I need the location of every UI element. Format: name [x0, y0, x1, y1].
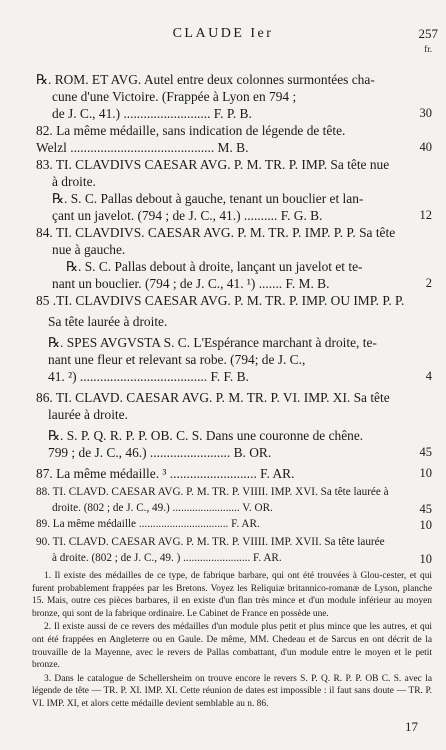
- entry-line: [0, 335, 446, 353]
- entry-line: [0, 225, 446, 243]
- entry-line: [0, 89, 446, 107]
- entry-line-text: Sa tête laurée à droite.: [48, 314, 168, 329]
- value-francs: 40: [419, 140, 432, 154]
- entry-line-text: 89. La même médaille ................................ F. AR.: [36, 518, 260, 530]
- entry-line-text: de J. C., 41.) .......................... F. P. B.: [52, 106, 252, 121]
- entry-line: [0, 191, 446, 209]
- entry-line: [0, 518, 446, 536]
- footnotes: [32, 570, 432, 712]
- value-francs: 30: [419, 106, 432, 120]
- entry-line-text: ℞. S. C. Pallas debout à gauche, tenant un bouclier et lan-: [52, 191, 364, 206]
- entry-line-text: 41. ²) ...................................... F. F. B.: [48, 369, 249, 384]
- value-francs: 4: [425, 369, 432, 383]
- entry-line: [0, 242, 446, 260]
- entry-line-text: droite. (802 ; de J. C., 49.) ........................ V. OR.: [52, 502, 273, 514]
- value-francs: 10: [419, 518, 432, 532]
- entry-line: [0, 208, 446, 226]
- entry-line: [0, 293, 446, 311]
- value-francs: 45: [419, 502, 432, 516]
- entry-line-text: 86. TI. CLAVD. CAESAR AVG. P. M. TR. P. VI. IMP. XI. Sa tête: [36, 390, 390, 405]
- entry-line-text: 88. TI. CLAVD. CAESAR AVG. P. M. TR. P. VIIII. IMP. XVI. Sa tête laurée à: [36, 486, 389, 498]
- value-francs: 10: [419, 466, 432, 480]
- entry-line: [0, 123, 446, 141]
- entry-line: [0, 106, 446, 124]
- entry-line-text: 82. La même médaille, sans indication de légende de tête.: [36, 123, 346, 138]
- running-header-title: CLAUDE Ier: [172, 26, 274, 41]
- entry-line: [0, 390, 446, 408]
- entry-line-text: ℞. ROM. ET AVG. Autel entre deux colonnes surmontées cha-: [36, 72, 375, 87]
- value-francs: 45: [419, 445, 432, 459]
- entry-line-text: à droite.: [52, 174, 96, 189]
- page-number: 257: [418, 26, 438, 41]
- value-francs: 12: [419, 208, 432, 222]
- footnote: 1. Il existe des médailles de ce type, de fabrique barbare, qui ont été trouvées à Glou-cester, et qui furent probablement frappées par les Bretons. Voyez les Reliquiæ britannico-romanæ de Lyson, planche 15. Mais, outre ces pièces barbares, il en existe d'un flan très mince et d'un module inférieur au moyen bronze, qui sont de la fabrique ordinaire. Le Cabinet de France en possède une.: [32, 571, 432, 619]
- entry-line: [0, 428, 446, 446]
- entry-line: [0, 552, 446, 570]
- entry-line: [0, 352, 446, 370]
- entry-line-text: 87. La même médaille. ³ .......................... F. AR.: [36, 466, 295, 481]
- entry-line-text: 83. TI. CLAVDIVS CAESAR AVG. P. M. TR. P. IMP. Sa tête nue: [36, 157, 390, 172]
- entry-line: [0, 72, 446, 90]
- entry-line: [0, 369, 446, 387]
- entry-line-text: 84. TI. CLAVDIVS. CAESAR AVG. P. M. TR. P. IMP. P. P. Sa tête: [36, 225, 396, 240]
- entry-line-text: 85 .TI. CLAVDIVS CAESAR AVG. P. M. TR. P. IMP. OU IMP. P. P.: [36, 293, 405, 308]
- entry-line-text: cune d'une Victoire. (Frappée à Lyon en 794 ;: [52, 89, 297, 104]
- entry-line-text: à droite. (802 ; de J. C., 49. ) ........................ F. AR.: [52, 552, 282, 564]
- entry-line: [0, 466, 446, 484]
- value-column-unit: fr.: [424, 44, 432, 54]
- entry-line: [0, 407, 446, 425]
- entry-line-text: ℞. SPES AVGVSTA S. C. L'Espérance marchant à droite, te-: [48, 335, 377, 350]
- entry-line: [0, 276, 446, 294]
- entry-line: [0, 314, 446, 332]
- entry-line-text: ℞. S. P. Q. R. P. P. OB. C. S. Dans une couronne de chêne.: [48, 428, 364, 443]
- entry-line-text: çant un javelot. (794 ; de J. C., 41.) .......... F. G. B.: [52, 208, 323, 223]
- entry-line: [0, 174, 446, 192]
- entry-line-text: Welzl ........................................... M. B.: [36, 140, 249, 155]
- entry-line-text: laurée à droite.: [48, 407, 128, 422]
- value-francs: 2: [425, 276, 432, 290]
- entry-line: [0, 140, 446, 158]
- entry-line: [0, 157, 446, 175]
- entry-line-text: nant une fleur et relevant sa robe. (794; de J. C.,: [48, 352, 306, 367]
- value-francs: 10: [419, 552, 432, 566]
- entry-line-text: ℞. S. C. Pallas debout à droite, lançant un javelot et te-: [66, 259, 363, 274]
- entry-line-text: nue à gauche.: [52, 242, 126, 257]
- entry-line-text: 799 ; de J. C., 46.) ........................ B. OR.: [48, 445, 272, 460]
- entry-line-text: 90. TI. CLAVD. CAESAR AVG. P. M. TR. P. VIIII. IMP. XVII. Sa tête laurée: [36, 536, 385, 548]
- entry-line: [0, 259, 446, 277]
- entry-line: [0, 445, 446, 463]
- footnote: 3. Dans le catalogue de Schellersheim on trouve encore le revers S. P. Q. R. P. P. OB C. S. avec la légende de tête — TR. P. XI. IMP. XI. Cette réunion de dates est impossible : il faut sans doute — TR. P. VI. IMP. XI, et alors cette médaille devient semblable au n. 86.: [32, 673, 432, 709]
- entry-line-text: nant un bouclier. (794 ; de J. C., 41. ¹) ....... F. M. B.: [52, 276, 330, 291]
- footnote: 2. Il existe aussi de ce revers des médailles d'un module plus petit et plus mince que les autres, et qui ont été frappées en Angleterre ou en Gaule. De même, MM. Chedeau et de Sarcus en ont décrit de la trouvaille de la Mayenne, avec le revers de Pallas combattant, d'un module entre le moyen et le petit bronze.: [32, 622, 432, 671]
- signature-mark: 17: [405, 719, 418, 734]
